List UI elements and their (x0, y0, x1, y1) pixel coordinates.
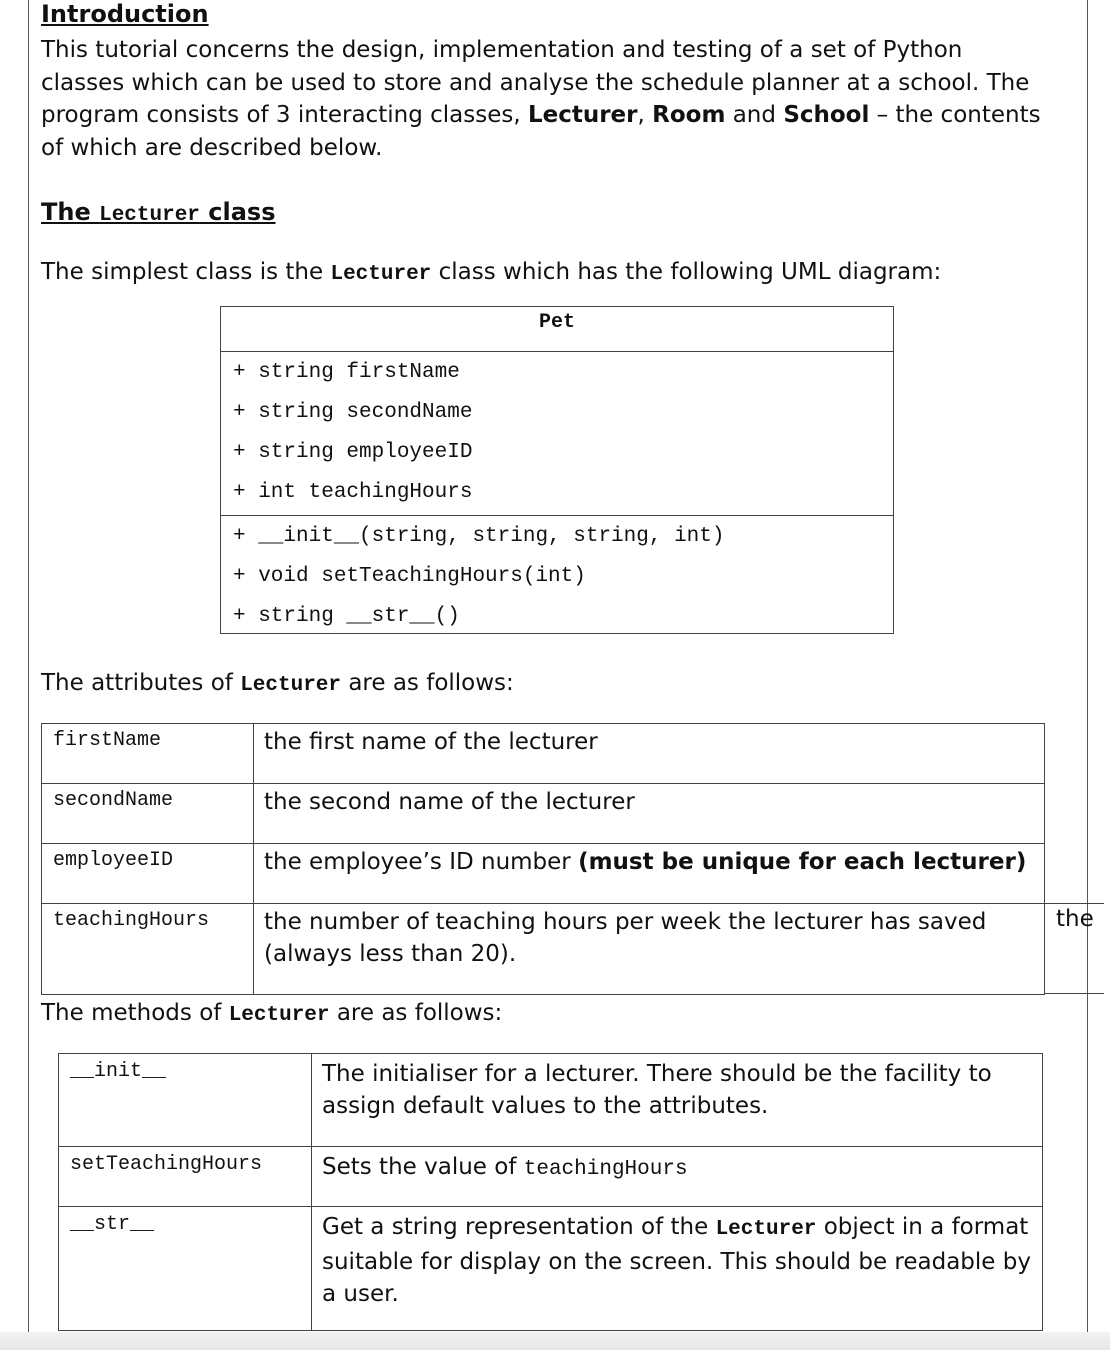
intro-sep1: , (637, 102, 653, 128)
uml-method: + string __str__() (233, 605, 460, 628)
uml-diagram (220, 306, 894, 634)
methods-intro (41, 997, 502, 1033)
table-row (59, 1054, 1043, 1147)
uml-method: + __init__(string, string, string, int) (233, 525, 725, 548)
uml-method: + void setTeachingHours(int) (233, 565, 586, 588)
attributes-intro-code: Lecturer (240, 674, 342, 697)
methods-table (58, 1053, 1043, 1331)
uml-attribute: + int teachingHours (233, 481, 473, 504)
desc-code: Lecturer (715, 1218, 817, 1241)
attributes-intro-pre: The attributes of (41, 670, 241, 696)
table-row (59, 1207, 1043, 1331)
sentence-post: class which has the following UML diagram: (431, 259, 942, 285)
method-description: The initialiser for a lecturer. There should be the facility to assign default values to the attributes. (312, 1054, 1043, 1147)
desc-text: the employee’s ID number (264, 849, 579, 875)
method-name: __str__ (59, 1207, 312, 1331)
attribute-name: teachingHours (42, 904, 254, 995)
table-row (42, 784, 1045, 844)
heading-code: Lecturer (99, 204, 200, 227)
method-description (312, 1147, 1043, 1207)
sentence-pre: The simplest class is the (41, 259, 331, 285)
methods-intro-code: Lecturer (228, 1004, 330, 1027)
desc-bold: (must be unique for each lecturer) (578, 849, 1027, 875)
attribute-description: the first name of the lecturer (254, 724, 1045, 784)
attribute-name: firstName (42, 724, 254, 784)
bottom-shade (0, 1332, 1110, 1350)
method-name: __init__ (59, 1054, 312, 1147)
class-school: School (783, 102, 870, 128)
desc-text: Get a string representation of the (322, 1214, 716, 1240)
intro-paragraph (41, 34, 1041, 164)
intro-sep2: and (725, 102, 784, 128)
intro-text: This tutorial concerns the design, implementation and testing of a set of Python classes which can be used to store and analyse the schedule planner at a school. The program consists of 3 interacting classes, (41, 37, 1030, 128)
uml-attribute: + string secondName (233, 401, 473, 424)
desc-text-end: object in a format suitable for display on the screen. This should be readable by a user. (322, 1214, 1031, 1307)
uml-class-title: Pet (221, 307, 893, 352)
overflow-cell (1044, 903, 1104, 994)
methods-intro-pre: The methods of (41, 1000, 229, 1026)
table-row (42, 724, 1045, 784)
lecturer-class-heading (41, 198, 276, 227)
class-lecturer: Lecturer (527, 102, 638, 128)
attribute-description (254, 844, 1045, 904)
heading-pre: The (41, 198, 100, 226)
attributes-intro (41, 667, 514, 703)
class-room: Room (652, 102, 726, 128)
attribute-name: employeeID (42, 844, 254, 904)
attributes-intro-post: are as follows: (341, 670, 514, 696)
attributes-table (41, 723, 1045, 995)
attribute-description: the second name of the lecturer (254, 784, 1045, 844)
attribute-description: the number of teaching hours per week the lecturer has saved (always less than 20). (254, 904, 1045, 995)
uml-intro-sentence (41, 256, 941, 292)
table-row (59, 1147, 1043, 1207)
uml-methods (221, 516, 893, 637)
sentence-code: Lecturer (330, 263, 432, 286)
intro-heading: Introduction (41, 0, 209, 28)
desc-code: teachingHours (523, 1158, 688, 1181)
methods-intro-post: are as follows: (329, 1000, 503, 1026)
uml-attribute: + string employeeID (233, 441, 473, 464)
method-description (312, 1207, 1043, 1331)
desc-text: Sets the value of (322, 1154, 524, 1180)
attribute-name: secondName (42, 784, 254, 844)
uml-attributes (221, 352, 893, 516)
heading-post: class (199, 198, 276, 226)
intro-text-end: – the contents of which are described below. (41, 102, 1041, 161)
uml-attribute: + string firstName (233, 361, 460, 384)
table-row (42, 904, 1045, 995)
overflow-cell-text: the (1056, 906, 1094, 932)
table-row (42, 844, 1045, 904)
method-name: setTeachingHours (59, 1147, 312, 1207)
